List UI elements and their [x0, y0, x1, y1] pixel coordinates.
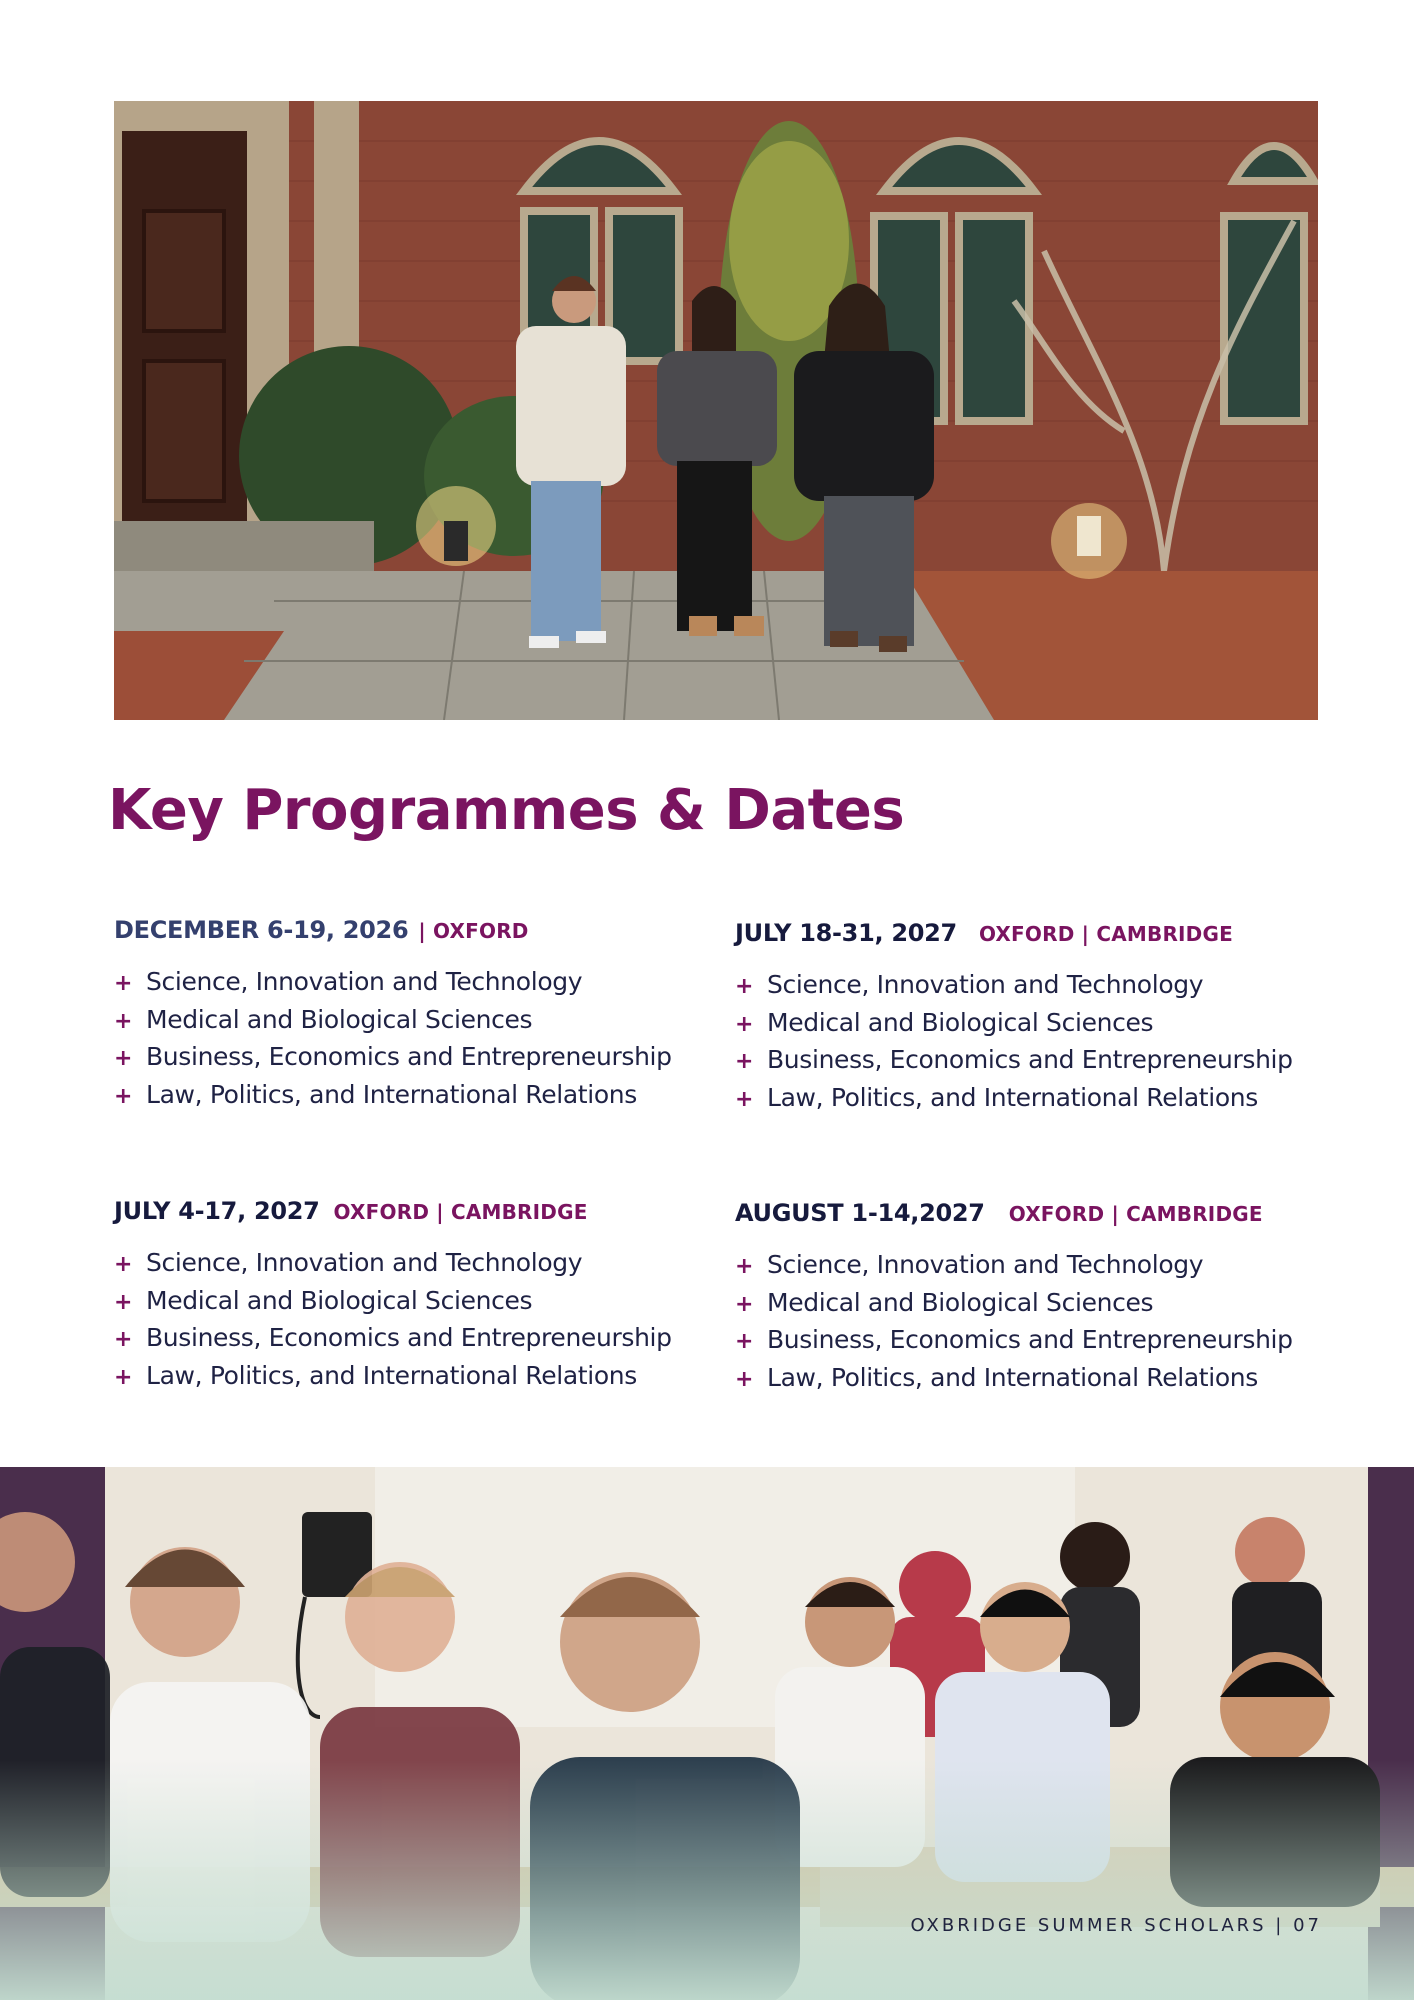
subject-label: Law, Politics, and International Relations [146, 1360, 637, 1390]
programme-date: JULY 4-17, 2027 [114, 1197, 320, 1225]
list-item [114, 1039, 734, 1077]
plus-icon: + [735, 1366, 754, 1392]
programme-block [114, 916, 734, 1114]
subject-label: Science, Innovation and Technology [146, 967, 583, 996]
plus-icon: + [735, 1011, 754, 1037]
subject-label: Law, Politics, and International Relations [767, 1362, 1258, 1392]
subject-label: Business, Economics and Entrepreneurship [146, 1042, 672, 1071]
plus-icon: + [114, 1008, 133, 1034]
subject-label: Science, Innovation and Technology [767, 1250, 1204, 1279]
list-item [735, 967, 1355, 1005]
list-item [114, 1077, 734, 1115]
subject-label: Medical and Biological Sciences [767, 1007, 1154, 1037]
list-item [735, 1042, 1355, 1080]
programme-block [114, 1197, 734, 1395]
programme-date: JULY 18-31, 2027 [735, 919, 957, 947]
programme-block [735, 1199, 1355, 1397]
list-item [735, 1247, 1355, 1285]
programme-date: AUGUST 1-14,2027 [735, 1199, 985, 1227]
plus-icon: + [735, 1049, 754, 1074]
list-item [735, 1080, 1355, 1118]
list-item [735, 1005, 1355, 1043]
programme-location: | OXFORD [418, 919, 529, 943]
plus-icon: + [114, 1252, 133, 1277]
list-item [114, 1283, 734, 1321]
plus-icon: + [735, 1086, 754, 1112]
programme-location: OXFORD | CAMBRIDGE [333, 1200, 588, 1224]
subject-label: Business, Economics and Entrepreneurship [767, 1325, 1293, 1354]
subject-label: Business, Economics and Entrepreneurship [146, 1323, 672, 1352]
programme-header [114, 1197, 734, 1225]
subject-label: Science, Innovation and Technology [767, 970, 1204, 999]
plus-icon: + [735, 1329, 754, 1354]
plus-icon: + [114, 1289, 133, 1315]
programme-block [735, 919, 1355, 1117]
subject-list [735, 1247, 1355, 1397]
list-item [114, 1002, 734, 1040]
plus-icon: + [735, 974, 754, 999]
subject-list [735, 967, 1355, 1117]
footer-page-label: OXBRIDGE SUMMER SCHOLARS | 07 [910, 1915, 1322, 1936]
plus-icon: + [114, 1327, 133, 1352]
plus-icon: + [114, 1046, 133, 1071]
subject-label: Science, Innovation and Technology [146, 1248, 583, 1277]
list-item [735, 1360, 1355, 1398]
programme-header [114, 916, 734, 944]
subject-list [114, 964, 734, 1114]
subject-label: Medical and Biological Sciences [767, 1287, 1154, 1317]
programme-location: OXFORD | CAMBRIDGE [978, 922, 1233, 946]
subject-list [114, 1245, 734, 1395]
subject-label: Medical and Biological Sciences [146, 1004, 533, 1034]
programme-header [735, 1199, 1355, 1227]
plus-icon: + [735, 1254, 754, 1279]
list-item [735, 1322, 1355, 1360]
subject-label: Business, Economics and Entrepreneurship [767, 1045, 1293, 1074]
plus-icon: + [114, 1083, 133, 1109]
list-item [735, 1285, 1355, 1323]
programme-header [735, 919, 1355, 947]
plus-icon: + [114, 1364, 133, 1390]
list-item [114, 1245, 734, 1283]
subject-label: Law, Politics, and International Relations [146, 1079, 637, 1109]
subject-label: Law, Politics, and International Relations [767, 1082, 1258, 1112]
programme-date: DECEMBER 6-19, 2026 [114, 916, 409, 944]
plus-icon: + [114, 971, 133, 996]
list-item [114, 1320, 734, 1358]
programme-location: OXFORD | CAMBRIDGE [1008, 1202, 1263, 1226]
list-item [114, 964, 734, 1002]
subject-label: Medical and Biological Sciences [146, 1285, 533, 1315]
page-title: Key Programmes & Dates [108, 778, 905, 843]
plus-icon: + [735, 1291, 754, 1317]
courtyard-photo [114, 101, 1318, 720]
list-item [114, 1358, 734, 1396]
